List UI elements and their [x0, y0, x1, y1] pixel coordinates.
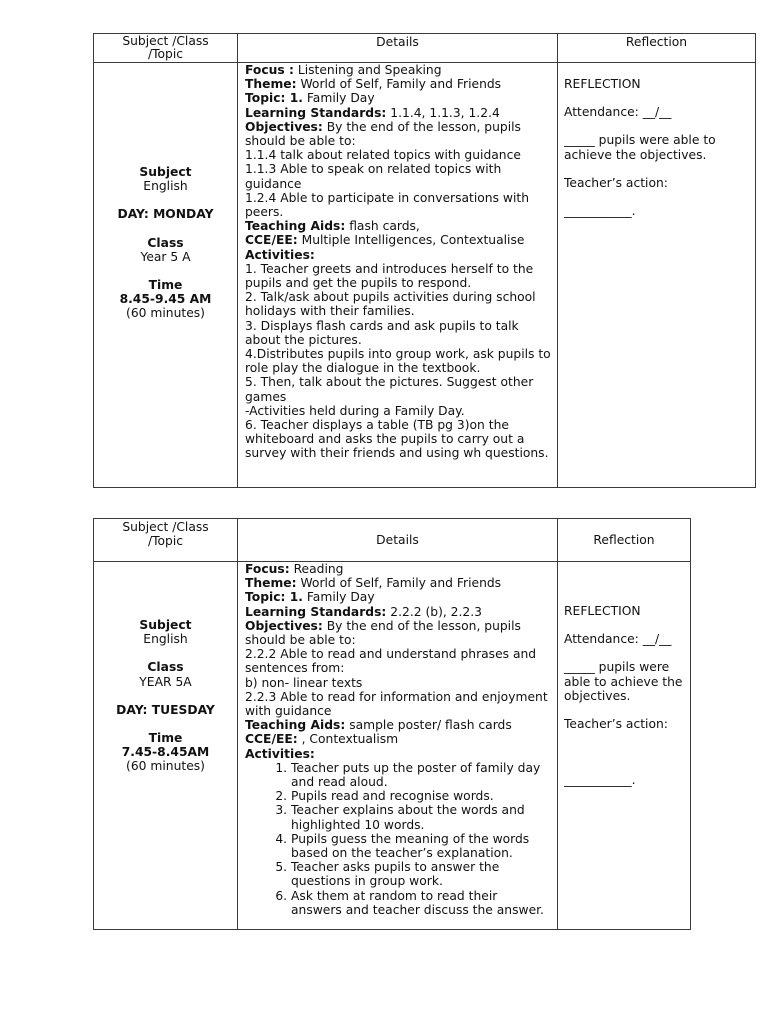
cce-value: Multiple Intelligences, Contextualise [301, 233, 525, 248]
activity-item: 6. Ask them at random to read their answers and teacher discuss the answer. [291, 889, 551, 917]
attendance-line: Attendance: __/__ [564, 105, 672, 120]
standards-label: Learning Standards: [245, 105, 387, 120]
cce-label: CCE/EE: [245, 732, 298, 747]
duration-value: (60 minutes) [126, 759, 205, 774]
aids-value: flash cards, [349, 219, 420, 234]
standards-value: 2.2.2 (b), 2.2.3 [390, 604, 482, 619]
aids-value: sample poster/ flash cards [349, 718, 512, 733]
attendance-line: Attendance: __/__ [564, 632, 672, 647]
objective-item: 1.1.3 Able to speak on related topics with guidance [245, 162, 502, 191]
table-body-row [94, 562, 691, 930]
subject-label: Subject [139, 165, 192, 179]
topic-line [245, 91, 551, 105]
aids-label: Teaching Aids: [245, 718, 346, 733]
subject-info-cell [94, 562, 238, 930]
reflection-cell [558, 562, 691, 930]
teacher-action-blank: ___________. [564, 773, 636, 788]
header-subject-class-topic: Subject /Class /Topic [94, 34, 238, 63]
reflection-title: REFLECTION [564, 77, 641, 91]
class-label: Class [147, 235, 184, 250]
details-cell [238, 562, 558, 930]
cce-line [245, 732, 551, 746]
focus-label: Focus: [245, 562, 290, 576]
theme-label: Theme: [245, 576, 297, 591]
objectives-label: Objectives: [245, 119, 323, 134]
subject-value: English [143, 179, 188, 194]
topic-value: Family Day [306, 91, 375, 106]
standards-label: Learning Standards: [245, 604, 387, 619]
focus-label: Focus : [245, 63, 294, 77]
objective-item: 2.2.2 Able to read and understand phrases and sentences from: [245, 647, 537, 676]
teacher-action-label: Teacher’s action: [564, 717, 668, 732]
activity-item: 5. Then, talk about the pictures. Suggest other games [245, 375, 534, 404]
header-details: Details [238, 519, 558, 562]
objective-item: b) non- linear texts [245, 675, 363, 690]
subject-label: Subject [139, 618, 192, 632]
lesson-plan-table-monday [93, 33, 756, 488]
focus-value: Listening and Speaking [297, 63, 442, 77]
objectives-line [245, 120, 551, 148]
topic-label: Topic: 1. [245, 590, 303, 605]
activity-item: 1. Teacher puts up the poster of family day and read aloud. [291, 761, 551, 789]
activity-item: 4.Distributes pupils into group work, ask pupils to role play the dialogue in the textbook. [245, 347, 551, 376]
activity-item: 4. Pupils guess the meaning of the words based on the teacher’s explanation. [291, 832, 551, 860]
subject-value: English [143, 632, 188, 647]
focus-value: Reading [293, 562, 344, 576]
objectives-value: By the end of the lesson, pupils should be able to: [245, 618, 521, 648]
cce-label: CCE/EE: [245, 233, 298, 248]
subject-info-cell [94, 63, 238, 488]
theme-line [245, 77, 551, 91]
header-reflection: Reflection [558, 519, 691, 562]
time-value: 7.45-8.45AM [121, 745, 210, 760]
standards-line [245, 605, 551, 619]
activity-item: 3. Teacher explains about the words and highlighted 10 words. [291, 803, 551, 831]
activity-item: 3. Displays flash cards and ask pupils to talk about the pictures. [245, 318, 519, 347]
cce-line [245, 233, 551, 247]
reflection-title: REFLECTION [564, 604, 641, 618]
header-reflection: Reflection [558, 34, 756, 63]
topic-label: Topic: 1. [245, 91, 303, 106]
reflection-cell [558, 63, 756, 488]
objective-item: 1.1.4 talk about related topics with guidance [245, 148, 521, 163]
class-value: YEAR 5A [139, 674, 192, 689]
aids-line [245, 718, 551, 732]
teacher-action-label: Teacher’s action: [564, 175, 668, 190]
activities-label: Activities: [245, 247, 315, 262]
cce-value: , Contextualism [301, 732, 399, 747]
topic-line [245, 590, 551, 604]
activity-item: 2. Talk/ask about pupils activities during school holidays with their families. [245, 290, 536, 319]
time-label: Time [148, 278, 183, 293]
activities-label: Activities: [245, 746, 315, 761]
header-subject-class-topic: Subject /Class /Topic [94, 519, 238, 562]
day-label: DAY: MONDAY [117, 207, 214, 222]
focus-line [245, 562, 551, 576]
table-header-row [94, 34, 756, 63]
time-label: Time [148, 731, 183, 746]
activity-item: -Activities held during a Family Day. [245, 403, 465, 418]
objective-item: 1.2.4 Able to participate in conversations with peers. [245, 190, 530, 220]
objectives-label: Objectives: [245, 618, 323, 633]
standards-line [245, 106, 551, 120]
objectives-value: By the end of the lesson, pupils should be able to: [245, 119, 521, 149]
class-label: Class [147, 660, 184, 675]
table-header-row [94, 519, 691, 562]
duration-value: (60 minutes) [126, 306, 205, 321]
activities-list [245, 761, 551, 917]
activity-item: 5. Teacher asks pupils to answer the questions in group work. [291, 860, 551, 888]
header-details: Details [238, 34, 558, 63]
theme-label: Theme: [245, 77, 297, 92]
table-body-row [94, 63, 756, 488]
activity-item: 6. Teacher displays a table (TB pg 3)on the whiteboard and asks the pupils to carry out a survey with their friends and using wh questions. [245, 418, 549, 461]
activity-item: 2. Pupils read and recognise words. [291, 789, 551, 803]
aids-label: Teaching Aids: [245, 219, 346, 234]
details-cell [238, 63, 558, 488]
pupils-achieved-line: _____ pupils were able to achieve the objectives. [564, 133, 716, 162]
pupils-achieved-line: _____ pupils were able to achieve the objectives. [564, 660, 683, 703]
topic-value: Family Day [306, 590, 375, 605]
class-value: Year 5 A [140, 249, 191, 264]
aids-line [245, 219, 551, 233]
time-value: 8.45-9.45 AM [119, 292, 212, 307]
theme-value: World of Self, Family and Friends [300, 576, 502, 591]
theme-line [245, 576, 551, 590]
standards-value: 1.1.4, 1.1.3, 1.2.4 [390, 105, 500, 120]
teacher-action-blank: ___________. [564, 204, 636, 219]
day-label: DAY: TUESDAY [116, 702, 215, 717]
theme-value: World of Self, Family and Friends [300, 77, 502, 92]
activity-item: 1. Teacher greets and introduces herself to the pupils and get the pupils to respond. [245, 261, 534, 291]
focus-line [245, 63, 551, 77]
objectives-line [245, 619, 551, 647]
lesson-plan-table-tuesday [93, 518, 691, 930]
objective-item: 2.2.3 Able to read for information and enjoyment with guidance [245, 689, 548, 719]
